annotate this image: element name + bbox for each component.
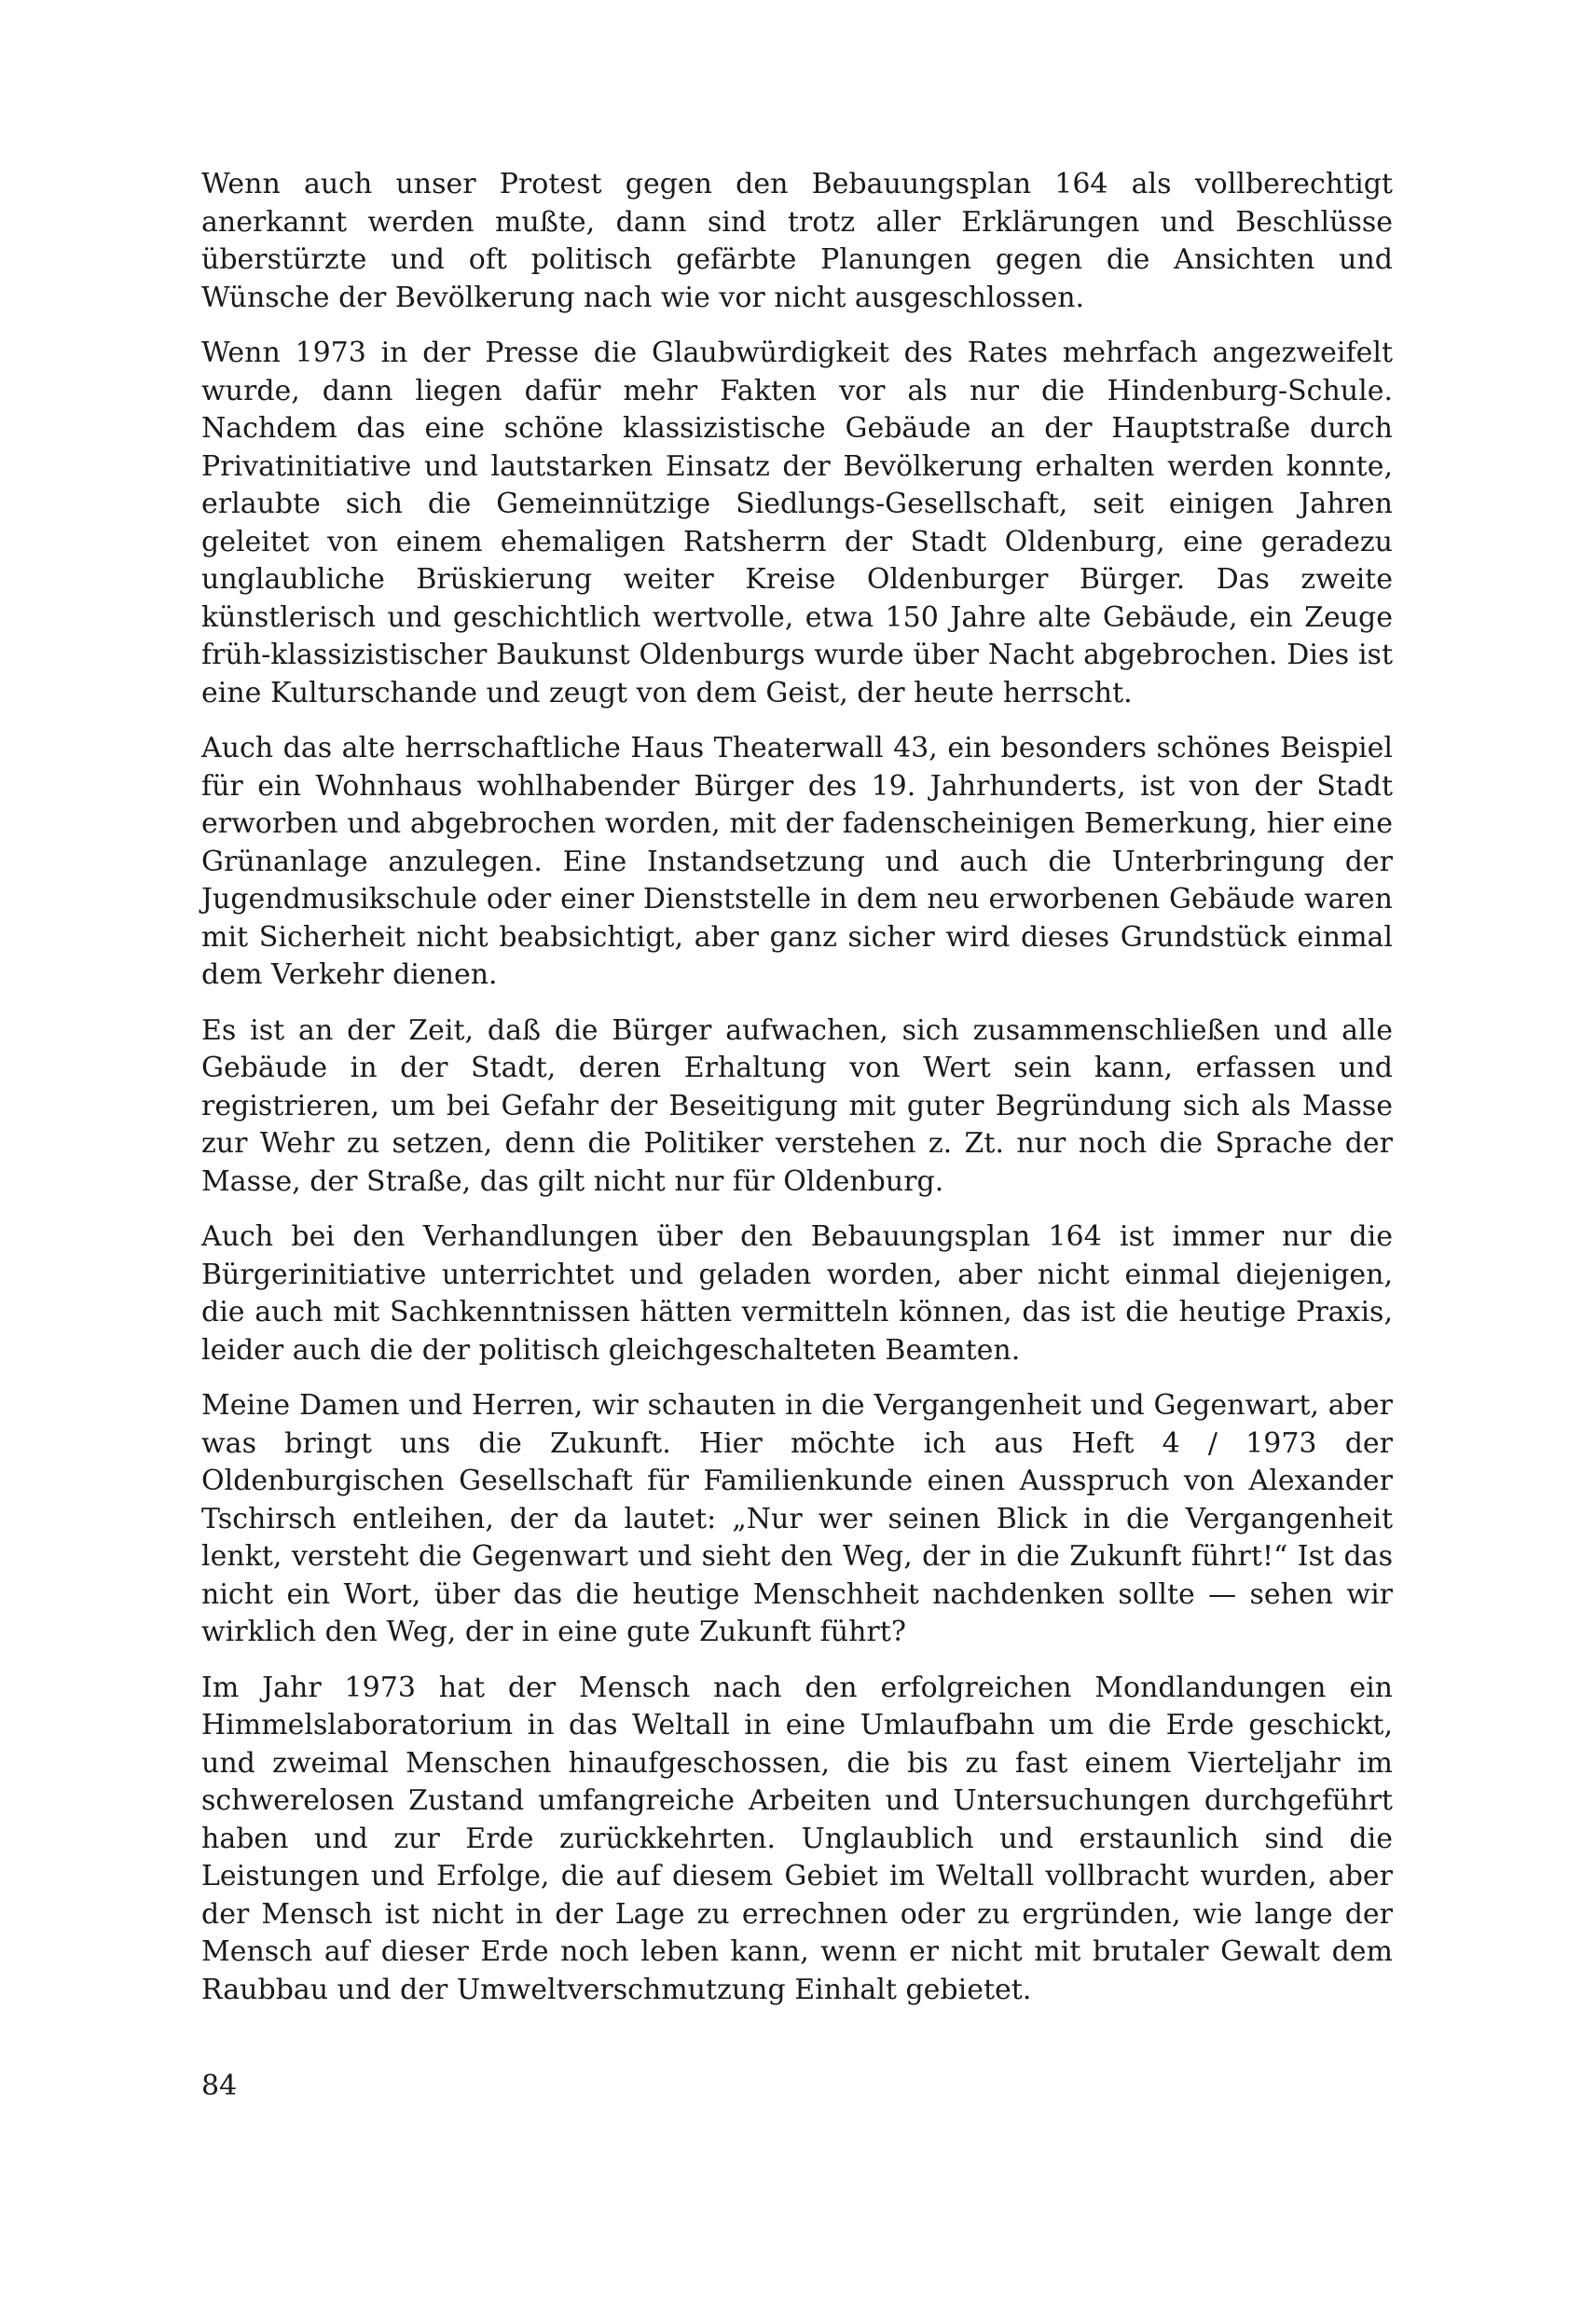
- paragraph-5: Auch bei den Verhandlungen über den Bebauungsplan 164 ist immer nur die Bürgerinitiative unterrichtet und geladen worden, aber nicht einmal diejenigen, die auch mit Sachkenntnissen hätten vermitteln können, das ist die heutige Praxis, leider auch die der politisch gleichgeschalteten Beamten.: [201, 1220, 1393, 1367]
- paragraph-6: Meine Damen und Herren, wir schauten in die Vergangenheit und Gegenwart, aber was bringt uns die Zukunft. Hier möchte ich aus Heft 4 / 1973 der Oldenburgischen Gesellschaft für Familienkunde einen Ausspruch von Alexander Tschirsch entleihen, der da lautet: „Nur wer seinen Blick in die Vergangenheit lenkt, versteht die Gegenwart und sieht den Weg, der in die Zukunft führt!“ Ist das nicht ein Wort, über das die heutige Menschheit nachdenken sollte — sehen wir wirklich den Weg, der in eine gute Zukunft führt?: [201, 1389, 1393, 1648]
- page-number: 84: [201, 2070, 238, 2102]
- paragraph-3: Auch das alte herrschaftliche Haus Theaterwall 43, ein besonders schönes Beispiel für ein Wohnhaus wohlhabender Bürger des 19. Jahrhunderts, ist von der Stadt erworben und abgebrochen worden, mit der fadenscheinigen Bemerkung, hier eine Grünanlage anzulegen. Eine Instandsetzung und auch die Unterbringung der Jugendmusikschule oder einer Dienststelle in dem neu erworbenen Gebäude waren mit Sicherheit nicht beabsichtigt, aber ganz sicher wird dieses Grundstück einmal dem Verkehr dienen.: [201, 732, 1393, 991]
- paragraph-2: Wenn 1973 in der Presse die Glaubwürdigkeit des Rates mehrfach angezweifelt wurde, dann liegen dafür mehr Fakten vor als nur die Hindenburg-Schule. Nachdem das eine schöne klassizistische Gebäude an der Hauptstraße durch Privatinitiative und lautstarken Einsatz der Bevölkerung erhalten werden konnte, erlaubte sich die Gemeinnützige Siedlungs-Gesellschaft, seit einigen Jahren geleitet von einem ehemaligen Ratsherrn der Stadt Oldenburg, eine geradezu unglaubliche Brüskierung weiter Kreise Oldenburger Bürger. Das zweite künstlerisch und geschichtlich wertvolle, etwa 150 Jahre alte Gebäude, ein Zeuge früh-klassizistischer Baukunst Oldenburgs wurde über Nacht abgebrochen. Dies ist eine Kulturschande und zeugt von dem Geist, der heute herrscht.: [201, 337, 1393, 709]
- paragraph-1: Wenn auch unser Protest gegen den Bebauungsplan 164 als vollberechtigt anerkannt werden mußte, dann sind trotz aller Erklärungen und Beschlüsse überstürzte und oft politisch gefärbte Planungen gegen die Ansichten und Wünsche der Bevölkerung nach wie vor nicht ausgeschlossen.: [201, 168, 1393, 314]
- body-text: [201, 166, 1393, 2009]
- paragraph-7: Im Jahr 1973 hat der Mensch nach den erfolgreichen Mondlandungen ein Himmelslaboratorium in das Weltall in eine Umlaufbahn um die Erde geschickt, und zweimal Menschen hinaufgeschossen, die bis zu fast einem Vierteljahr im schwerelosen Zustand umfangreiche Arbeiten und Untersuchungen durchgeführt haben und zur Erde zurückkehrten. Unglaublich und erstaunlich sind die Leistungen und Erfolge, die auf diesem Gebiet im Weltall vollbracht wurden, aber der Mensch ist nicht in der Lage zu errechnen oder zu ergründen, wie lange der Mensch auf dieser Erde noch leben kann, wenn er nicht mit brutaler Gewalt dem Raubbau und der Umweltverschmutzung Einhalt gebietet.: [201, 1671, 1393, 2006]
- paragraph-4: Es ist an der Zeit, daß die Bürger aufwachen, sich zusammenschließen und alle Gebäude in der Stadt, deren Erhaltung von Wert sein kann, erfassen und registrieren, um bei Gefahr der Beseitigung mit guter Begründung sich als Masse zur Wehr zu setzen, denn die Politiker verstehen z. Zt. nur noch die Sprache der Masse, der Straße, das gilt nicht nur für Oldenburg.: [201, 1013, 1393, 1198]
